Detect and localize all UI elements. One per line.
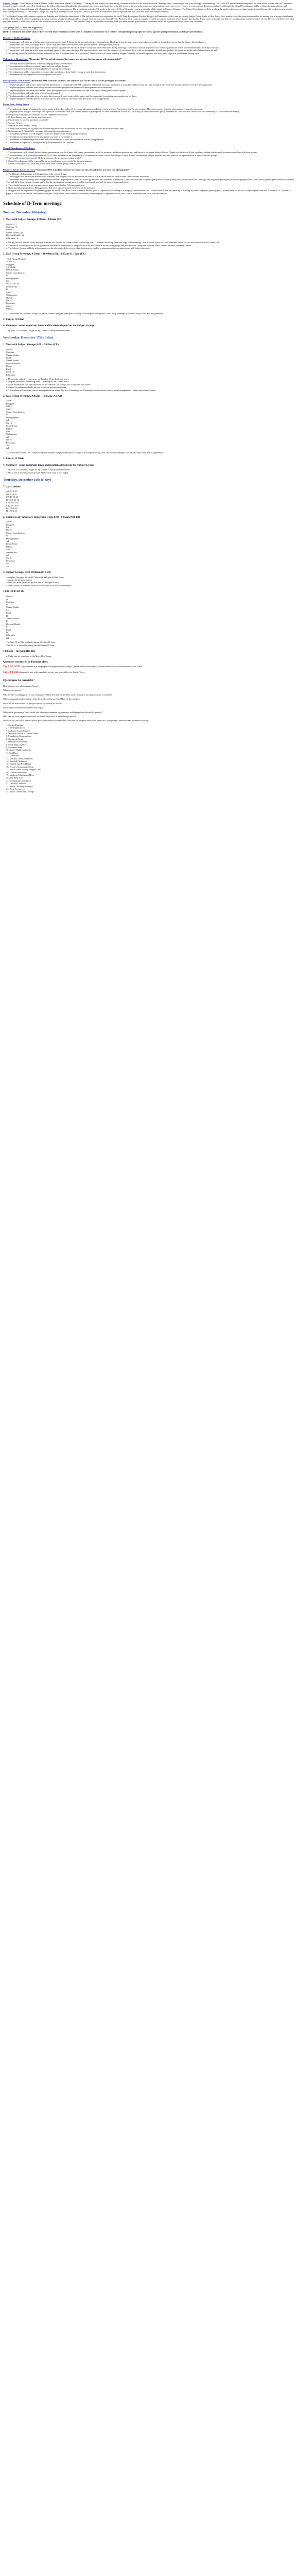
block-row: Education	[6, 373, 15, 376]
section-heading	[3, 58, 295, 60]
block-list-item: Chapel Coordinators	[6, 271, 25, 274]
block-row: Room	[6, 365, 12, 368]
section-title[interactable]: Power Point: Bobby Brown	[3, 103, 29, 106]
topic-line	[3, 671, 295, 674]
block-heading: 3. Lunch, 11:30am	[3, 457, 24, 461]
section-title[interactable]: Bloggers: Kristin Laws/Lawrence	[3, 168, 35, 171]
block-note: a. The students on the Task Groups will gather students and give them specific things to accomplish during their Task Group meetings. (see Task Group Grant, and Assignments)	[6, 312, 163, 315]
block-list-item: Power Point	[6, 285, 17, 288]
section-list-item: 2. The webmasters will learn to identify good and bad website designs.	[6, 64, 69, 67]
block-list-item: G 1:00-1:45	[6, 506, 17, 510]
section-heading	[3, 79, 295, 82]
block-list-item: A4	[6, 419, 9, 422]
block-row: Clothing	[6, 351, 14, 354]
block-list-item: B 8:50-9:35	[6, 493, 17, 496]
section-list-item: 4. Chapel coordinators will write any please notes from subject groups them to print a list.	[6, 162, 86, 165]
block-list-item: Webmasters	[6, 294, 17, 297]
consider-question: Who are the "working poor" in our community? What does that mean? Who needs assistance moving from one to another?	[3, 693, 112, 696]
block-note: * Mrs. Laws is assisting make up note 3 D work in room 4 by 3:50pm	[6, 471, 68, 474]
block-list-item: E 11:20-12:05	[6, 501, 19, 504]
section-list-item: 4. The photographers will make a list of shots needed named.	[6, 92, 61, 95]
section-list-item: 2. The reporters will write a one page article specifically about the issues students have spoken and the Theology research study.	[6, 43, 120, 46]
section-subtitle: (Task- in document and share what we have learned about Poverty in society with St. Stephen's community via a website, video/photos/photography or videos; a power point presentation, and chapel presentation).	[3, 30, 203, 33]
organization-item: 16. People's Community Clinic	[6, 765, 34, 768]
organization-item: 1. Shelter/Housing	[6, 723, 23, 726]
section-list-item: 4. The reporters will write an article about the chapel speakers who came this year. The reporters should interview the speakers, if you should do so with out the speaker. Include the speaker's bio and what he/she talked about during the talk.	[6, 49, 218, 52]
block-row: Physical Health - 12	[6, 234, 24, 237]
section-title[interactable]: Photographers: Rob Rupnik	[3, 79, 30, 82]
block-list	[6, 490, 295, 512]
block-row: Education - 6	[6, 236, 19, 240]
section-list-item: 6. The photographers will take photos, download photos, edit photos (if necessary and distribute them as appropriate.	[6, 97, 110, 100]
block-row: Physical Health	[6, 622, 21, 625]
section-title[interactable]: Chapel Coordinators: Ellis Baker	[3, 147, 35, 150]
section-list-item: 1. The reporters will write up with fun, and/or descriptions/personal D-Term, the theme, and activities students have. Theology research; task group work, volunteer work) for an article to be used as the Subject Group's history.	[6, 41, 206, 44]
section-list-item: 2. The power point will go a a thorough description of D-Term and what you'd learnt, thanks in powerpoint, D-Term presentation for use the (Thursday) in addition to school group presentations. It will also be shown with the community via the website once ready.	[6, 110, 240, 113]
organizations-list	[6, 724, 295, 793]
section-list-item: 3. The students will write blogs about the speakers from the Chapel speaker series, the Theology research and volunteer experiences. There should be one blog entry per speaker, one blog entry per issue researched in Theology, one blog entry per organization with appropriate links and one blog entry per volunteer experience. This will differ from the entry format and/or that the reporters are writing since it will be less formal, and will be more of a personal piece.	[6, 178, 295, 184]
consider-question: What is the government's role or the lack of non-government organizations in helping those affected by poverty?	[3, 710, 103, 714]
block-list-item: Reporters	[6, 559, 15, 562]
section-heading	[3, 103, 295, 106]
block-list-item: US 21	[6, 438, 12, 442]
block-notes	[6, 312, 295, 315]
block-rows	[6, 595, 295, 640]
block-list-item: MO 13	[6, 548, 13, 551]
block-list-item: US 21	[6, 529, 12, 532]
section-title[interactable]: Task groups (MC - Leads and suggestions)	[3, 26, 43, 29]
section-list-item: 2. The coordinators will plan the presentation for D-Term presentation on Thursday n. 5. 10 minutes and show it with their Subject Group. Chapel coordinators will put together a written plan for each presentation to share with their groups.	[6, 154, 218, 157]
block-row: Room 42	[6, 370, 14, 374]
section-list-item: 6. Reflections on D-Term 2009 - personal reflections/photographs/poetry	[6, 130, 71, 133]
block-row: G1	[6, 636, 9, 639]
block-note: a. Discuss the volunteer experience on Tuesday. Write thank you notes.	[6, 377, 69, 380]
block-list-item: B	[6, 413, 8, 416]
organization-item: 13. Mobile Loaves and Fishes	[6, 757, 33, 760]
block-list-item: US 22	[6, 296, 12, 299]
block-list-item: Webmasters	[6, 551, 17, 554]
block-note: e. The students will visit and discuss the organizations where they are volunteering on Wednesday afternoon and confirm travel arrangements (where and whom to meet).	[6, 388, 156, 392]
block-list-item: C 9:40-10:25	[6, 496, 18, 499]
block-list-item: US 21	[6, 556, 12, 560]
block-note: b. Prepare sections to be making about – working on the D-Term Book.	[6, 380, 69, 383]
intro-text: 5. The Subject Groups will volunteer together on Tuesday and Wednesday afternoons. 6. The Subject Groups are responsible for the D-Term Book pages. But the Bloggers will announce, collect and give to the Subject Group leader to Mrs. Laws. Each student in the 9th grade is responsible for turning in a two page contribution to the D-Term Book. It can be a painting, a drawing, a poem, song lyrics, photographs, a journal entry, an essay, etc. Each D-Term Book is a 8.5 x 11 piece of paper. It can be in color or black and white, 1 page, due Jan 5th. If you write, just make sure that it is something that is representative of your D-Term experience and what you have learned. The D-Term Book will be available for the public to view. 7. The Subject Group is responsible for writing thank you notes to their guest-lecturer volunteers and to the organizations with whom they volunteer.	[3, 14, 294, 23]
section-list-item: 2. Prison/crime to poverty questions to consider	[6, 118, 49, 122]
block-list-item: A4	[6, 540, 9, 543]
section-list-item: 1. D-Term themes, the you / theme, activities, etc.)	[6, 116, 51, 118]
block-row: Mental Health - 14	[6, 231, 23, 234]
block-list-item: C1	[6, 280, 9, 283]
block-note: d. Chapel Coordinators should give an update on presentation ideas.	[6, 386, 67, 389]
block-row: Mental Health	[6, 617, 19, 620]
block-row: Food	[6, 612, 11, 615]
section-title[interactable]: Reporters - Bobby Chapman	[3, 36, 31, 39]
block-list-item: US 13	[6, 421, 12, 425]
block-row: Shelter	[6, 595, 13, 598]
block-heading: 12:25am – 12:35pm (Bo-Ro)	[3, 650, 36, 653]
organization-item: 14. Goodwill Industries	[6, 760, 27, 762]
block-list-item: Webmasters	[6, 433, 17, 436]
block-list-item: Photographers	[6, 537, 19, 540]
block-list-item: A 8:00-8:45	[6, 490, 17, 493]
organization-item: 8. Front Steps / ARCH	[6, 743, 27, 746]
block-heading: 3. Subject Groups, 9:10-10:00am (M1-B3)	[3, 571, 51, 574]
section-heading	[3, 26, 295, 29]
section-list-item: 3. Chapel Coordinators will be responsible for any teachers or props needed for the presentations.	[6, 159, 93, 162]
section-note: *Remember NOT to include students' last names so that can be used as we are posting to the website*	[30, 79, 127, 82]
block-list-item: Photographers	[6, 277, 19, 280]
section-list-item: 1. The students in charge of making the power points will need to gather all necessary information and figure out how to use Powerpoint (for Theology guide). Have the reporter, from the photographers, journals, and more.	[6, 107, 203, 110]
block-list-item: F 12:10-12:55	[6, 504, 19, 507]
block-list-item: Bloggers	[6, 263, 14, 266]
section-list-item: 5. The webmasters are responsible for writing thank you notes.	[6, 73, 62, 76]
section-list	[6, 41, 295, 55]
block-notes	[6, 576, 295, 587]
block-row: Food	[6, 367, 11, 370]
organization-item: 23. Austin Learning Academy	[6, 785, 33, 788]
organization-item: 6. Caritas of Austin	[6, 737, 24, 740]
block-list-item: B	[6, 534, 8, 537]
block-heading: 4. Volunteer - some important times and locations depend on the Subject Group	[3, 324, 94, 328]
block-list-item: MO 11	[6, 405, 13, 408]
block-notes	[6, 451, 295, 454]
organization-item: 12. LifeWorks	[6, 754, 19, 757]
intro-paragraph	[3, 15, 295, 23]
block-rows	[6, 223, 295, 240]
block-list	[6, 520, 295, 568]
block-note: b. Students in the Subject Groups will gather the information from research and prioritize to be able to use at the end with groups and presentations. Many use recovery topics to send an email document outline.	[6, 244, 192, 247]
block-row: Food - 5	[6, 228, 14, 231]
consider-question: What causes poverty?	[3, 689, 23, 692]
block-list-item: US 11	[6, 526, 12, 529]
section-list-item: 2. The Bloggers will each write an entry each weekday. The Bloggers will be able to use the web as it is in on the website. Each student can write their own entry.	[6, 175, 150, 178]
block-list-item: Reporters	[6, 302, 15, 305]
block-subheading: Task Group Meetings	[7, 257, 27, 260]
consider-title: Questions to consider:	[3, 679, 35, 683]
organization-item: 22. Literacy Coalition	[6, 782, 26, 785]
block-note: - Send a theory or Bonnie Character to be shared with the full community	[6, 584, 72, 587]
consider-question: Which organizations/foundations help those affected by poverty? How do they do this?	[3, 698, 80, 701]
block-list-item: H 1:50-2:35	[6, 510, 17, 513]
schedule-title: Schedule of D-Term meetings:	[3, 201, 63, 207]
document-page	[0, 0, 298, 799]
block-heading: 4. Volunteer - some important times and locations depend on the Subject Group	[3, 463, 94, 467]
organization-item: 21. Communities in Schools	[6, 779, 31, 782]
block-list-item: B	[6, 274, 8, 277]
section-list-item: 3. The photographers will learn what makes a good photograph; how to choose one's shot and other tips to taking photos for this project.	[6, 89, 127, 92]
block-list-item: Reporters	[6, 441, 15, 444]
block-list-item: A4	[6, 565, 9, 568]
block-list-item: A5	[6, 554, 9, 557]
block-list-item: 1-6 (Gold)	[6, 266, 16, 269]
block-list-item: US-13, Forest	[6, 268, 19, 272]
block-note: The 9th's CL will be available during 10:30 for D-Term	[6, 641, 56, 644]
block-list-item: D 10:30-11:15	[6, 498, 20, 501]
section-note: *Remember NOT to include students' last names and use only the first names with photographs!*	[28, 58, 121, 61]
section-list	[6, 108, 295, 144]
block-note: a. Make sure to contribute to the Mock Neo Teams	[6, 654, 51, 657]
topic-label: Top 5 ISSUES	[3, 671, 19, 674]
section-heading	[3, 37, 295, 39]
consider-question: How can our local organizations such as church help those in need through service?	[3, 715, 77, 718]
block-note: - complete the pages for the D-Term book and give to Mrs. Laws	[6, 575, 64, 579]
block-list	[6, 399, 295, 449]
consider-question: What areas still need to be funded and helped?	[3, 706, 45, 709]
block-row: D	[6, 614, 8, 617]
section-list-item: 4. The students are responsible for writing thank you notes to the speakers.	[6, 135, 73, 138]
organization-item: 2. The Neighborhood	[6, 726, 25, 730]
intro-text: - (Food, Physical Health, Mental Health, Education, Shelter, Clothing) - 1. During the Sub Subject Group meeting, students will discuss the research done in Theology class - conducting a blog post and copy to the meetings. We, Laws will provide some examples of the 'take action' written after the Lenten talk for each group to consider as well. 2. Students in the Subject Groups will gather the information from research and prioritize to be able to use at the end with groups and presentations. Many use recovery topics to send an email document outline. 3. Although the Chapel Coordinators will be working the presentations and directing them, the Subject Groups will all participate in the the presentations. The presentation is for the 9th grade in the end of D-Term Elementary and use it for the whole school in Chapel of January. The Chapel Coordinators will be working during the task group meetings but the Subject Group will need to present together done in the presentation. 4. The Subject Groups will help with messages on the electronic slides to give what do themselves and/or organizations that can assist those with Subject interests.	[3, 2, 293, 13]
section-list-item: 5. All writing should be spell checked and approved by Mrs. Chessman before it is published. These articles will come from the bloggers' sections within the reporters who are a more objective, and human-writing style.	[6, 52, 200, 55]
block-list-item: US 21	[6, 299, 12, 302]
section-list-item: 1. The photographers will work to make sure the information is compatible with PSF computers and that all necessary equipment is available (students may also take footage if they wish and incorporate their own devices/equipment).	[6, 83, 213, 86]
block-list-item: A5	[6, 435, 9, 438]
intro-title[interactable]: Subject Groups	[3, 2, 18, 5]
block-heading: 7. day schedule:	[3, 485, 22, 488]
day-heading: Wednesday, December 17th (I-day)	[3, 336, 54, 340]
topic-label: Top 5 GLOCAL	[3, 666, 21, 669]
block-list-item: B	[6, 288, 8, 291]
section-title[interactable]: Webmasters: Brooke Laws	[3, 58, 29, 61]
block-note: a. During the first Subject Group meeting, students will discuss the research done in Theology class – students must keep their own copy to the meetings. Mrs. Laws will provide some examples of the 'take action' written after the Lenten talk.	[6, 241, 220, 244]
section-list-item: 5. Connections to every the 9 groups are volunteering/service/and information on how the organization does and what we did to help	[6, 127, 124, 130]
section-list-item: 3. The webmasters will create a design plan before starting the webpages.	[6, 67, 72, 71]
section-list	[6, 83, 295, 100]
block-list-item: Photographers	[6, 416, 19, 419]
block-list-item: MO 13	[6, 291, 13, 294]
block-notes	[6, 641, 295, 647]
block-notes	[6, 241, 295, 249]
block-row: Clothing - 9	[6, 226, 17, 229]
topic-text: organizations that aid people with regards to your subject (mental health/food/physical health/shelter/clothes/education) in Austin, Texas.	[21, 665, 143, 668]
section-list-item: 1. The webmasters will build how to build a webpage using Dreamweaver.	[6, 62, 73, 65]
block-list-item: Chapel Coordinators	[6, 411, 25, 414]
section-list	[6, 62, 295, 76]
block-row: E	[6, 620, 8, 623]
organization-item: 20. Any Baby Can	[6, 776, 23, 779]
block-list-item: MO 12	[6, 408, 13, 411]
block-heading: 1. Meet with Subject Groups 8:00 – 9:05am (CL)	[3, 343, 59, 347]
section-list-item: 1. The coordinators will consult the two Senior presentation plan for 1 hour lock chapel presentation, work on necessary volunteer/practice, etc. and then a to with their Subject Group. Chapel coordinators will put together a written plan for each presentation to share with their groups.	[6, 151, 257, 154]
questions-title: Questions considered in Theology class:	[3, 660, 48, 664]
block-list-item: MO 13	[6, 427, 13, 430]
organization-item: 3. Lutheran Social Services	[6, 729, 31, 732]
block-list-item: Chapel Coordinators	[6, 531, 25, 534]
block-row: F	[6, 625, 8, 629]
section-list-item: 1. The Bloggers help manage with bloggers and wiki content design.	[6, 172, 67, 175]
block-list-item: SG 5 – W1 S4	[6, 282, 19, 285]
intro-paragraph	[3, 2, 295, 13]
block-row: Education	[6, 634, 15, 637]
block-heading: 1. Meet with Subject Groups, 8:00am - 9:10am (CL)	[3, 218, 63, 222]
section-heading	[3, 147, 295, 149]
block-list-item: A1-A3	[6, 520, 12, 523]
block-list-item: A4	[6, 447, 9, 450]
block-list-item: A6	[6, 444, 9, 447]
block-heading: 2. Task Group Meetings, 9:20am – 10:00am (S2), 10:25am-11:10am (CL)	[3, 252, 86, 256]
consider-question: What can we (our faith) and our public policy initiatives that create real solutions for adequate healthcare, medicaid, living wages, education and affordable housing?	[3, 719, 150, 722]
organization-item: 18. El Buen Samaritano	[6, 771, 28, 774]
block-list-item: MO 13	[6, 308, 13, 311]
day-heading: Tuesday, December 16th(-day)	[3, 211, 47, 215]
section-list-item: *Time would represent and use the Media group once the group was creating ready*	[6, 157, 81, 160]
organization-item: 19. Meals on Wheels and More	[6, 774, 34, 777]
block-note: * By 1:05 11's available, all get out by D-Term 4 and group events week	[6, 468, 71, 471]
day-heading: Thursday, December 18th (F day)	[3, 478, 51, 482]
block-row: Food	[6, 357, 11, 360]
block-heading: 3. Lunch, 11:10am	[3, 317, 24, 321]
topic-text: that people face with regards to poverty and your subject in Austin, Texas.	[19, 670, 85, 673]
organization-item: 4. Interfaith Action of Central Texas	[6, 732, 39, 735]
block-notes	[6, 378, 295, 392]
section-list-item: 6. Bloggers will be responsible for gathering pages for the D-Term Book. Each student in the 9th grade is responsible for turning in a one page contribution to the D-Term Book. It can be a painting, a drawing, a poem, song lyrics, photographs, a journal entry, an essay - or anything that they feel fit to use 8.5 x 11 piece of paper. It can focus on lessons, your specific Subject Group theme, your volunteer experience or anything that is representative of your D-Term experience and what you have learned.	[6, 189, 291, 195]
consider-question: What are the main issues for people affected by poverty in Austin?	[3, 702, 62, 705]
block-note: - thank you notes (must not give to Mrs. K. Morgan to mail	[6, 581, 59, 584]
block-list-item: MO 13	[6, 430, 13, 433]
block-note: * By 1:05 11's available, all get out by D-Term 4 and group events week	[6, 329, 71, 332]
section-list-item: 3. Speaker Series	[6, 121, 22, 124]
section-heading	[3, 168, 295, 171]
section-list-item: 5. The students will share the power points with the teachers so as to be included in the a series of appropriate.	[6, 138, 104, 141]
block-note: a. The teachers for the Task Groups will guide students and give them specific things to accomplish during their Task Group meetings. (see Task Group Grant, and Assignments)	[6, 451, 163, 454]
section-list-item: 4. The webmasters will be responsible to contact other members of their Subject Group to post their information.	[6, 70, 107, 73]
block-list-item: Bloggers	[6, 402, 14, 405]
section-note: *Remember NOT to include students' last names on the site and do not use their own photographs*	[34, 168, 129, 171]
block-list-item: Power Point	[6, 425, 17, 428]
section-list-item: 5. The photographers will make a list of who in their group will need copies of the photos and be responsible for printing photographs out for them.	[6, 94, 137, 97]
organization-item: 17. Austin Travis County Integral Care	[6, 768, 41, 771]
organization-item: 7. Habitat for Humanity	[6, 740, 28, 743]
section-list-item: 6. The students will present it during the 9th grade presentation on Thursday.	[6, 141, 75, 144]
section-list-item: 3. The reporters will write a one page report about specific organizations 9th Rock Subject Group that have researched during Theology. They should include a special focus on the organizations where they volunteer (and the Subject Group).	[6, 46, 219, 49]
block-list-item: MO 13	[6, 304, 13, 308]
organization-item: 5. Foundation Communities	[6, 735, 31, 738]
section-list	[6, 173, 295, 195]
block-note: c. Share information that will be posted for the website Task Groups and coordinate with others.	[6, 383, 92, 386]
block-heading: 2. Complete any necessary task group work, 8:00 - 9:05am (M1-B2)	[3, 515, 80, 519]
block-row: D	[6, 631, 8, 634]
section-list-item: 2. The photographers will take notes of any resource necessary/programs necessary with photographers shots necessary.	[6, 86, 113, 89]
organization-item: 10. Austin Children's Shelter	[6, 749, 32, 752]
block-row: Shelter - 12	[6, 223, 17, 226]
block-notes	[6, 468, 295, 474]
block-row: Mental Health	[6, 606, 19, 609]
block-notes	[6, 329, 295, 332]
block-row: A	[6, 598, 8, 601]
block-list-item: A1-A3	[6, 399, 12, 402]
organization-item: 11. SafePlace	[6, 751, 19, 754]
section-list-item: 5. Blogs and photographs (from Photographers) that were 'already posted elsewhere on the website).	[6, 186, 95, 189]
block-note: *9th 9 CL's is available during 9th and 9th for D-Term	[6, 643, 55, 647]
block-row: Food	[6, 628, 11, 631]
block-list-item: MO 13	[6, 545, 13, 548]
block-row: Physical Health	[6, 362, 21, 365]
block-row: Mental Health	[6, 353, 19, 357]
section-list-item: 4. They should include at least one interview of a peer about his/her D-Term experiences.	[6, 183, 85, 187]
block-note: c. The Subject Groups will help with messages on the electronic slides to give what do themselves and/or organizations that can assist those with Subject interests.	[6, 246, 150, 249]
block-row: C1	[6, 608, 9, 612]
block-notes	[6, 655, 295, 657]
block-row: B	[6, 603, 8, 606]
block-list-item: Bloggers	[6, 523, 14, 526]
section-list-item: 3. The students will need to work together to discuss design before starting the power point.	[6, 132, 87, 135]
organization-item: 25. Austin Community College	[6, 790, 34, 793]
section-list-item: Power points (format) to be combined for one, complete power point:	[6, 113, 68, 116]
block-row: Shelter	[6, 348, 13, 351]
block-row: Clothing	[6, 600, 14, 603]
block-note: - prepare for the presentation	[6, 579, 32, 582]
organization-item: 24. Dress for Success	[6, 788, 25, 791]
block-rows	[6, 348, 295, 376]
block-heading: 10:30-10:45 B1-B3	[3, 590, 25, 594]
block-heading: 2. Task Group Meetings, 9:05am - 11:25am (A1-A3)	[3, 394, 62, 398]
topic-line	[3, 665, 295, 669]
organization-item: 15. Capital Area Food Bank	[6, 762, 31, 766]
section-list	[6, 151, 295, 165]
block-list-item: Power Point	[6, 543, 17, 546]
organization-item: 9. Salvation Army	[6, 745, 23, 749]
block-list-item: AI & S3	[6, 260, 14, 263]
block-list-item: A6	[6, 562, 9, 565]
block-row: Mental Health	[6, 359, 19, 362]
section-list-item: 4. Reports for each Subject Group	[6, 124, 37, 127]
consider-question: How does poverty affect Austin, Texas?	[3, 685, 39, 688]
